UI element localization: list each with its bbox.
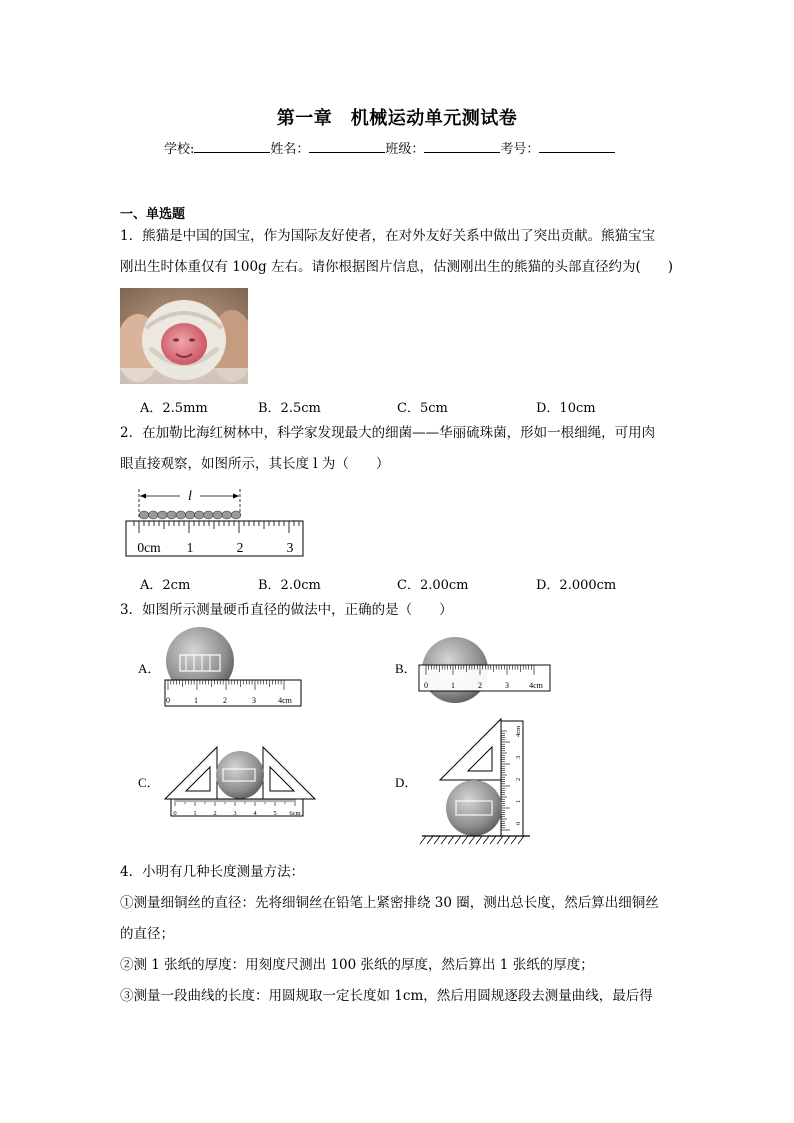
ruler-c-label-1: 1 — [193, 810, 197, 817]
ruler-label-0cm: 0cm — [137, 540, 161, 555]
ruler-b-label-0: 0 — [424, 681, 428, 690]
page-title: 第一章 机械运动单元测试卷 — [276, 108, 518, 129]
hatch-line — [420, 836, 426, 844]
q2-option-d[interactable]: D．2.000cm — [536, 578, 617, 593]
q3-label-b[interactable]: B． — [395, 661, 417, 676]
ruler-b-label-1: 1 — [451, 681, 455, 690]
hatch-line — [448, 836, 454, 844]
q1-option-a[interactable]: A．2.5mm — [140, 401, 208, 416]
school-blank[interactable] — [194, 140, 270, 153]
bacterium-segment — [231, 511, 241, 519]
ruler-label-1: 1 — [186, 540, 194, 555]
ruler-a-label-1: 1 — [194, 696, 198, 705]
hatch-line — [427, 836, 433, 844]
ruler-a-label-3: 3 — [252, 696, 256, 705]
bacterium-segment — [204, 511, 214, 519]
q3-label-d[interactable]: D． — [395, 775, 418, 790]
q1-option-c[interactable]: C．5cm — [397, 401, 448, 416]
class-blank[interactable] — [424, 140, 500, 153]
bacterium-segment — [158, 511, 168, 519]
q3-label-c[interactable]: C． — [138, 775, 160, 790]
hatch-line — [469, 836, 475, 844]
exam-no-label: 考号： — [500, 142, 540, 157]
length-label-l: l — [188, 489, 192, 504]
name-blank[interactable] — [309, 140, 385, 153]
q3-stem: 3．如图所示测量硬币直径的做法中，正确的是（ ） — [120, 602, 453, 618]
hatch-line — [441, 836, 447, 844]
ruler-c-label-3: 3 — [233, 810, 237, 817]
name-label: 姓名： — [270, 142, 310, 157]
bacterium-segment — [213, 511, 223, 519]
bacterium-segment — [176, 511, 186, 519]
hatch-line — [490, 836, 496, 844]
q4-item3: ③测量一段曲线的长度：用圆规取一定长度如 1cm，然后用圆规逐段去测量曲线，最后得 — [120, 988, 653, 1004]
ruler-c-label-4: 4 — [253, 810, 257, 817]
hatch-line — [518, 836, 524, 844]
q1-stem-line2: 刚出生时体重仅有 100g 左右。请你根据图片信息，估测刚出生的熊猫的头部直径约为( ) — [120, 259, 674, 275]
ruler-b-label-4cm: 4cm — [529, 681, 543, 690]
ruler-d-label-2: 2 — [515, 777, 522, 781]
class-label: 班级： — [385, 142, 425, 157]
hatch-line — [511, 836, 517, 844]
bacterium-ruler-figure — [120, 484, 310, 560]
ruler-a-label-0: 0 — [166, 696, 170, 705]
hatch-line — [462, 836, 468, 844]
ruler-a-label-4cm: 4cm — [278, 696, 292, 705]
bacterium-segment — [167, 511, 177, 519]
hatch-line — [476, 836, 482, 844]
q1-stem-line1: 1．熊猫是中国的国宝，作为国际友好使者，在对外友好关系中做出了突出贡献。熊猫宝宝 — [120, 228, 656, 244]
coin-measurement-figures — [130, 625, 690, 850]
bacterium-segment — [139, 511, 149, 519]
hatch-line — [497, 836, 503, 844]
bacterium-segment — [222, 511, 232, 519]
ruler-d-label-3: 3 — [515, 755, 522, 759]
ruler-d-label-1: 1 — [515, 799, 522, 803]
q2-stem-line2: 眼直接观察，如图所示，其长度 l 为（ ） — [120, 456, 390, 472]
ruler-c-label-0: 0 — [173, 810, 177, 817]
ruler-a-label-2: 2 — [223, 696, 227, 705]
ruler-b-label-3: 3 — [505, 681, 509, 690]
ruler-d-label-4cm: 4cm — [515, 725, 522, 737]
bacterium-segment — [194, 511, 204, 519]
ground-hatching — [420, 836, 524, 844]
school-label: 学校: — [164, 142, 195, 157]
bacterium-chain — [139, 511, 241, 519]
ruler-label-3: 3 — [286, 540, 294, 555]
q1-option-d[interactable]: D．10cm — [536, 401, 596, 416]
ruler-c-label-2: 2 — [213, 810, 217, 817]
q4-stem: 4．小明有几种长度测量方法： — [120, 864, 305, 880]
q4-item1-line1: ①测量细铜丝的直径：先将细铜丝在铅笔上紧密排绕 30 圈，测出总长度，然后算出细铜丝 — [120, 895, 659, 911]
hatch-line — [483, 836, 489, 844]
q1-option-b[interactable]: B．2.5cm — [258, 401, 321, 416]
ruler-c-label-5: 5 — [273, 810, 277, 817]
q2-stem-line1: 2．在加勒比海红树林中，科学家发现最大的细菌——华丽硫珠菌，形如一根细绳，可用肉 — [120, 425, 656, 441]
hatch-line — [455, 836, 461, 844]
panda-photo — [120, 288, 248, 384]
exam-info-row — [164, 138, 615, 157]
q2-option-a[interactable]: A．2cm — [140, 578, 191, 593]
ruler-b-label-2: 2 — [478, 681, 482, 690]
ruler-d-label-0: 0 — [515, 821, 522, 825]
q2-option-b[interactable]: B．2.0cm — [258, 578, 321, 593]
ruler-c-label-6cm: 6cm — [289, 810, 301, 817]
q4-item1-line2: 的直径； — [120, 926, 174, 942]
q4-item2: ②测 1 张纸的厚度：用刻度尺测出 100 张纸的厚度，然后算出 1 张纸的厚度； — [120, 957, 594, 973]
hatch-line — [504, 836, 510, 844]
hatch-line — [434, 836, 440, 844]
bacterium-segment — [185, 511, 195, 519]
q2-option-c[interactable]: C．2.00cm — [397, 578, 469, 593]
ruler-label-2: 2 — [236, 540, 244, 555]
q3-label-a[interactable]: A． — [138, 661, 161, 676]
section-title: 一、单选题 — [120, 207, 186, 222]
bacterium-segment — [148, 511, 158, 519]
exam-no-blank[interactable] — [539, 140, 615, 153]
